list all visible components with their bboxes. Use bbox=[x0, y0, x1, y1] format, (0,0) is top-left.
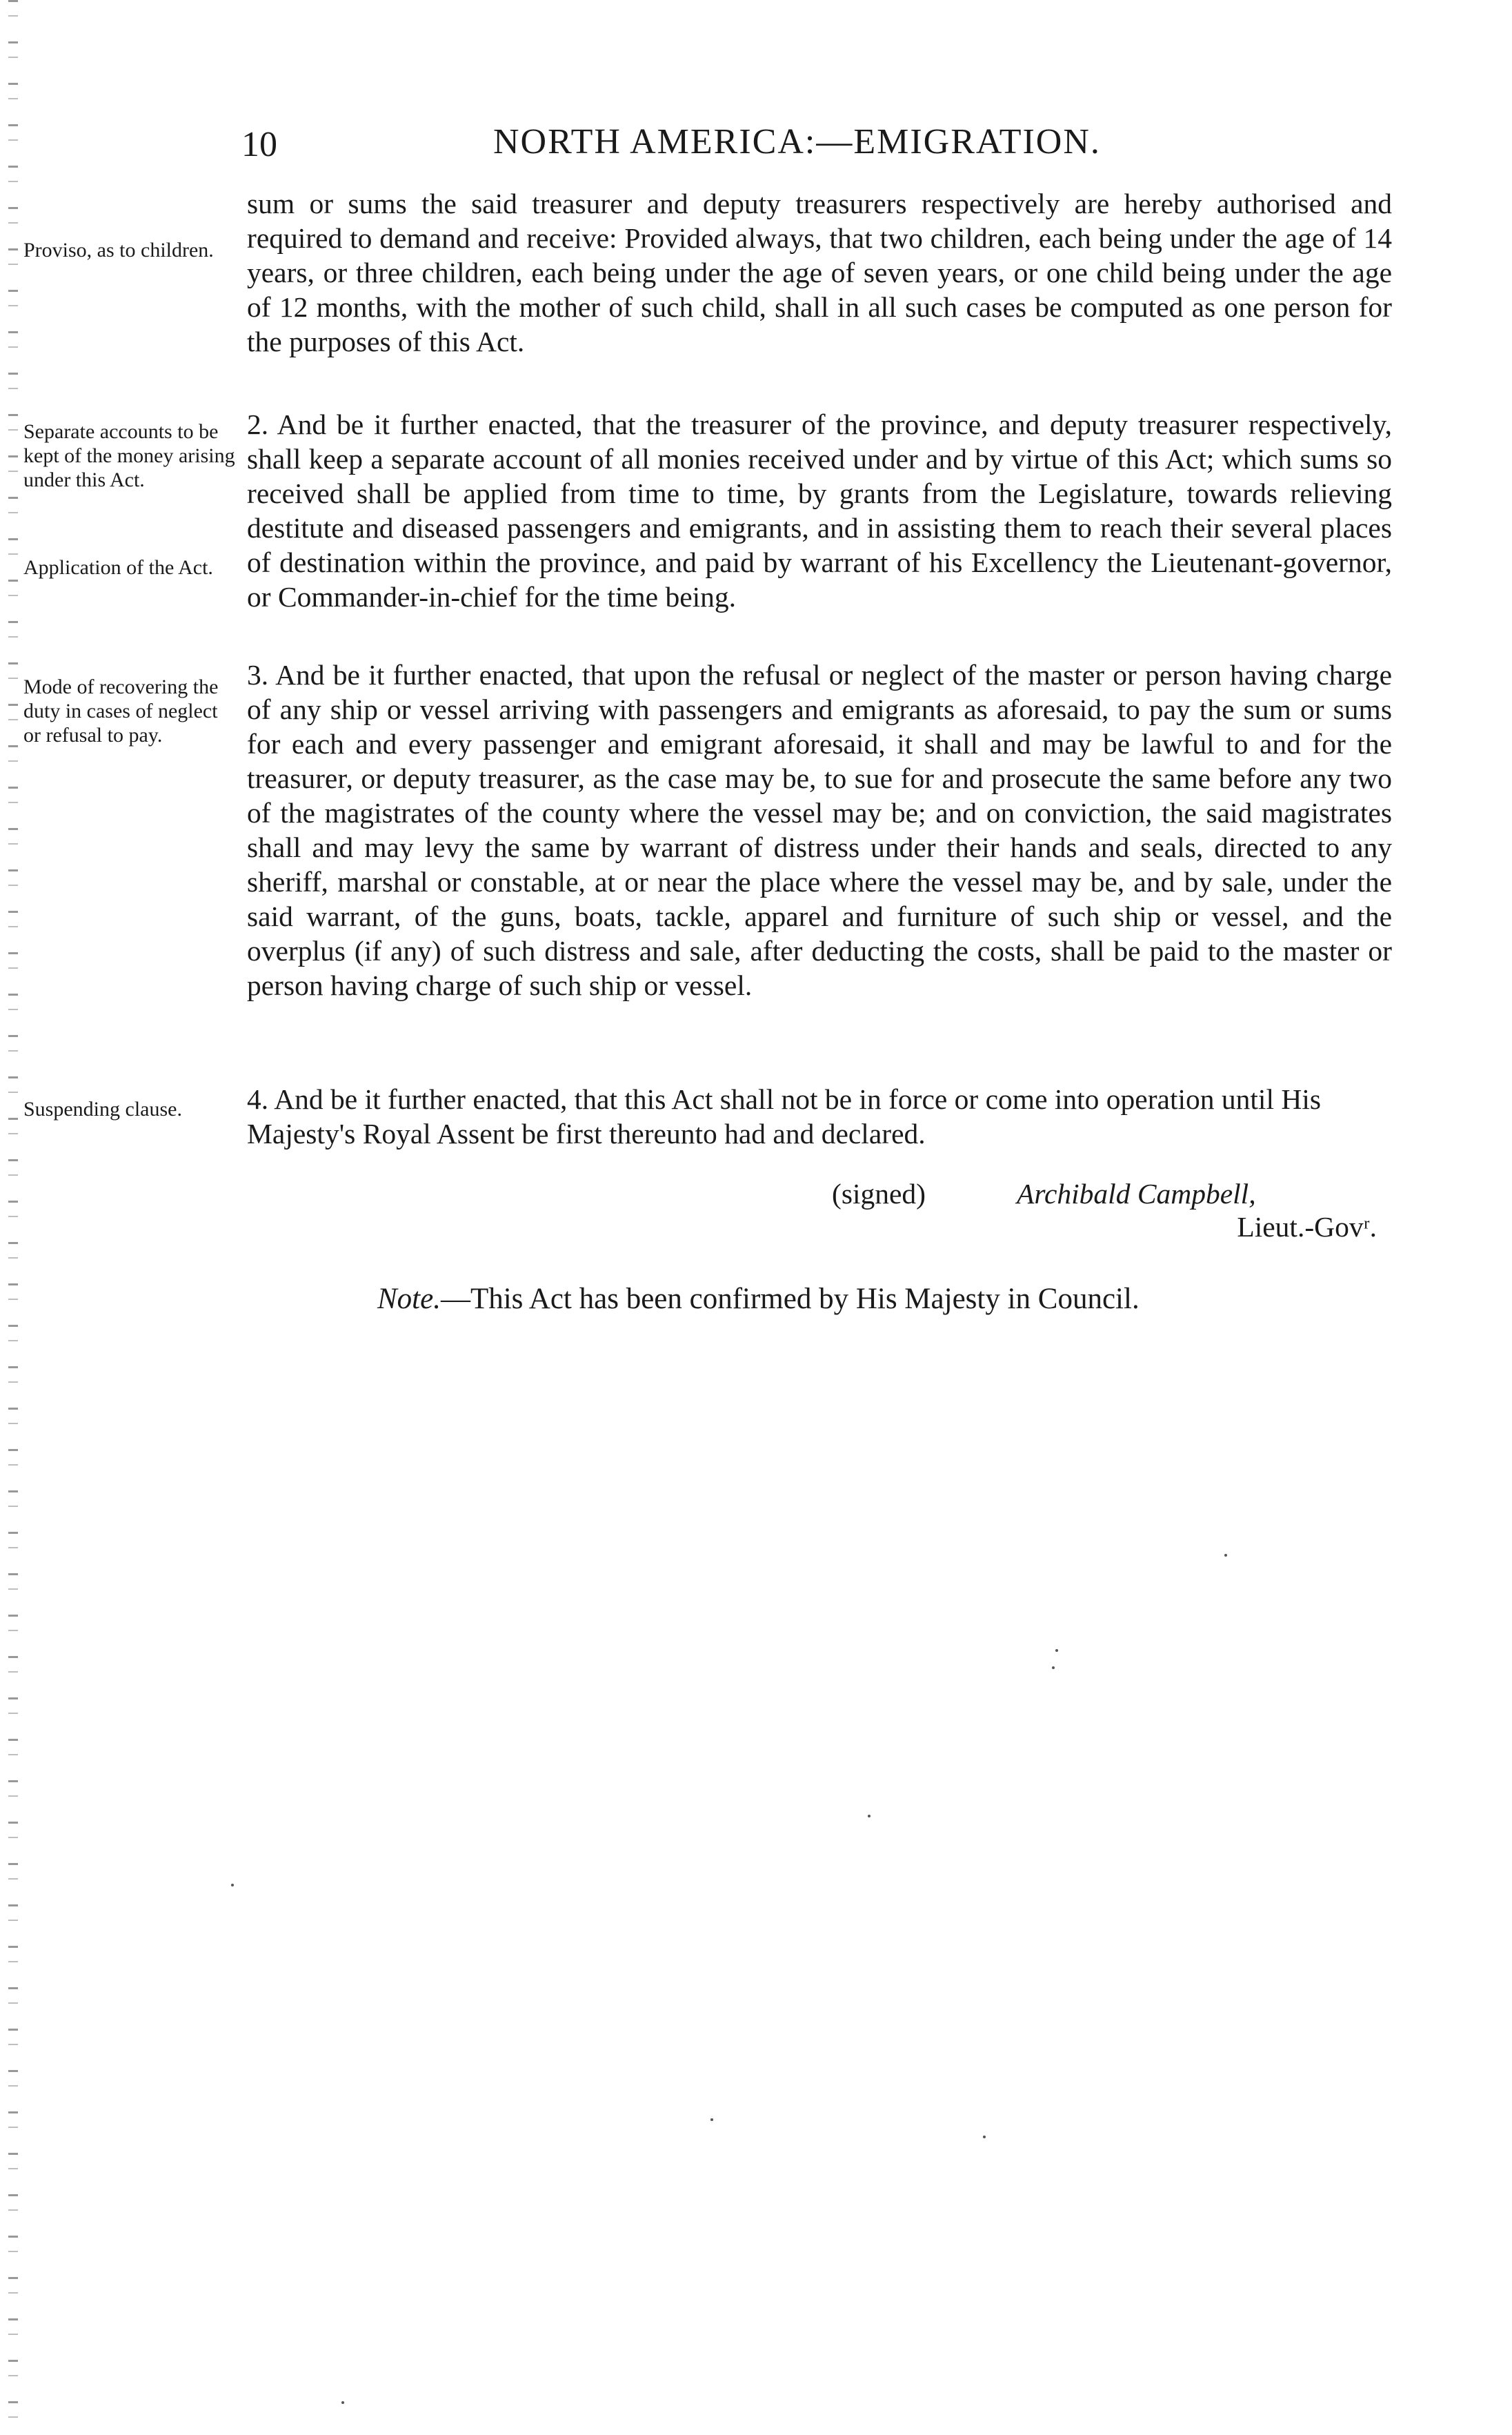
signature-block bbox=[832, 1177, 1397, 1253]
signatory-name: Archibald Campbell, bbox=[1017, 1178, 1256, 1210]
note-label: Note. bbox=[377, 1283, 441, 1315]
page-number: 10 bbox=[241, 125, 277, 164]
note-text: —This Act has been confirmed by His Majesty in Council. bbox=[440, 1283, 1140, 1315]
scan-speck bbox=[868, 1815, 871, 1817]
scan-speck bbox=[983, 2136, 986, 2138]
paragraph-section-2: 2. And be it further enacted, that the treasurer of the province, and deputy treasurer respectively, shall keep a separate account of all monies received under and by virtue of this Act; which sums so received shall be applied from time to time, by grants from the Legislature, towards relieving destitute and diseased passengers and emigrants, and in assisting them to reach their several places of destination within the province, and paid by warrant of his Excellency the Lieutenant-governor, or Commander-in-chief for the time being. bbox=[247, 408, 1392, 613]
scan-speck bbox=[710, 2118, 713, 2121]
signed-label: (signed) bbox=[832, 1178, 926, 1210]
scan-speck bbox=[341, 2401, 344, 2404]
scan-speck bbox=[231, 1884, 234, 1886]
margin-note-separate-accounts: Separate accounts to be kept of the money arising under this Act. bbox=[23, 420, 235, 491]
scan-speck bbox=[1052, 1666, 1055, 1669]
margin-note-suspending-clause: Suspending clause. bbox=[23, 1098, 182, 1121]
margin-note-proviso: Proviso, as to children. bbox=[23, 239, 214, 262]
page-header bbox=[235, 121, 1407, 177]
paragraph-section-3: 3. And be it further enacted, that upon the refusal or neglect of the master or person having charge of any ship or vessel arriving with passengers and emigrants as aforesaid, to pay the sum or sums for each and every passenger and emigrant aforesaid, it shall and may be lawful to and for the treasurer, or deputy treasurer, as the case may be, to sue for and prosecute the same before any two of the magistrates of the county where the vessel may be; and on conviction, the said magistrates shall and may levy the same by warrant of distress under their hands and seals, directed to any sheriff, marshal or constable, at or near the place where the vessel may be, and by sale, under the said warrant, of the guns, boats, tackle, apparel and furniture of such ship or vessel, and the overplus (if any) of such distress and sale, after deducting the costs, shall be paid to the master or person having charge of such ship or vessel. bbox=[247, 659, 1392, 1001]
paragraph-section-4: 4. And be it further enacted, that this Act shall not be in force or come into operation until His Majesty's Royal Assent be first thereunto had and declared. bbox=[247, 1083, 1322, 1150]
scan-speck bbox=[1055, 1649, 1058, 1652]
margin-note-mode-of-recovering: Mode of recovering the duty in cases of neglect or refusal to pay. bbox=[23, 676, 219, 747]
running-title: NORTH AMERICA:—EMIGRATION. bbox=[493, 122, 1101, 161]
scan-edge-artifact bbox=[8, 0, 18, 2435]
scan-speck bbox=[1224, 1554, 1227, 1557]
margin-note-application: Application of the Act. bbox=[23, 556, 213, 579]
signatory-title: Lieut.-Govʳ. bbox=[1237, 1211, 1377, 1243]
confirmation-note bbox=[377, 1282, 1140, 1316]
paragraph-intro: sum or sums the said treasurer and deputy treasurers respectively are hereby authorised and required to demand and receive: Provided always, that two children, each being under the age of 14 years, or three children, each being under the age of seven years, or one child being under the age of 12 months, with the mother of such child, shall in all such cases be computed as one person for the purposes of this Act. bbox=[247, 188, 1392, 357]
